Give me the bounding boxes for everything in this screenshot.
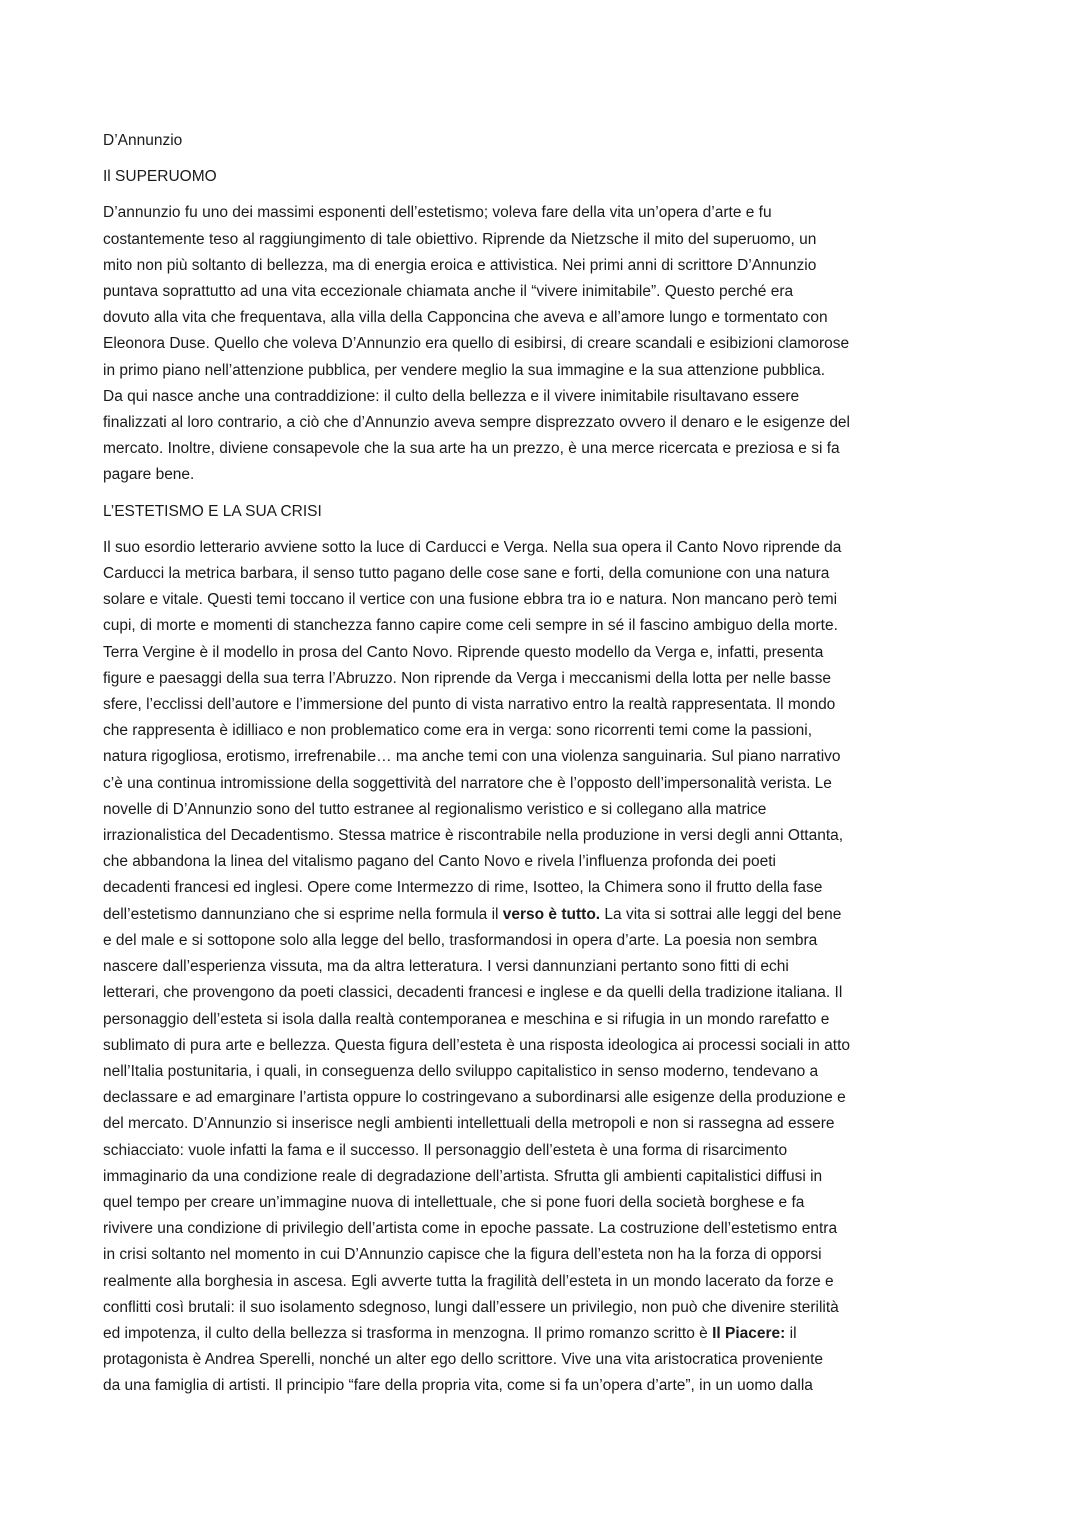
text-line: nell’Italia postunitaria, i quali, in conseguenza dello sviluppo capitalistico in senso moderno, tendevano a	[103, 1062, 819, 1080]
text-run: ed impotenza, il culto della bellezza si trasforma in menzogna. Il primo romanzo scritto è	[103, 1324, 713, 1342]
text-run: il	[785, 1324, 797, 1342]
text-line: sfere, l’ecclissi dell’autore e l’immersione del punto di vista narrativo entro la realtà rappresentata. Il mondo	[103, 696, 836, 714]
text-line-verso-e-tutto	[103, 902, 983, 928]
text-line-il-piacere	[103, 1321, 983, 1347]
text-line: decadenti francesi ed inglesi. Opere come Intermezzo di rime, Isotteo, la Chimera sono il frutto della fase	[103, 879, 823, 897]
text-run: La vita si sottrai alle leggi del bene	[600, 905, 842, 923]
text-line: c’è una continua intromissione della soggettività del narratore che è l’opposto dell’impersonalità verista. Le	[103, 774, 832, 792]
text-line: Eleonora Duse. Quello che voleva D’Annunzio era quello di esibirsi, di creare scandali e esibizioni clamorose	[103, 335, 850, 353]
text-line: dovuto alla vita che frequentava, alla villa della Capponcina che aveva e all’amore lungo e tormentato con	[103, 309, 828, 327]
text-run: dell’estetismo dannunziano che si esprime nella formula il	[103, 905, 503, 923]
text-line: mito non più soltanto di bellezza, ma di energia eroica e attivistica. Nei primi anni di scrittore D’Annunzio	[103, 256, 817, 274]
text-line: rivivere una condizione di privilegio dell’artista come in epoche passate. La costruzione dell’estetismo entra	[103, 1220, 838, 1238]
text-line: che abbandona la linea del vitalismo pagano del Canto Novo e rivela l’influenza profonda dei poeti	[103, 853, 776, 871]
bold-phrase-il-piacere: Il Piacere:	[712, 1324, 786, 1342]
text-line: finalizzati al loro contrario, a ciò che d’Annunzio aveva sempre disprezzato ovvero il denaro e le esigenze del	[103, 414, 850, 432]
text-line: irrazionalistica del Decadentismo. Stessa matrice è riscontrabile nella produzione in versi degli anni Ottanta,	[103, 827, 844, 845]
text-line: immaginario da una condizione reale di degradazione dell’artista. Sfrutta gli ambienti capitalistici diffusi in	[103, 1167, 823, 1185]
text-line: da una famiglia di artisti. Il principio “fare della propria vita, come si fa un’opera d’arte”, in un uomo dalla	[103, 1377, 813, 1395]
text-line: natura rigogliosa, erotismo, irrefrenabile… ma anche temi con una violenza sanguinaria. Sul piano narrativo	[103, 748, 841, 766]
paragraph-estetismo	[103, 535, 983, 1400]
section-heading-superuomo: Il SUPERUOMO	[103, 168, 217, 186]
text-line: in primo piano nell’attenzione pubblica, per vendere meglio la sua immagine e la sua attenzione pubblica.	[103, 361, 826, 379]
text-line: protagonista è Andrea Sperelli, nonché un alter ego dello scrittore. Vive una vita aristocratica proveniente	[103, 1351, 824, 1369]
text-line: declassare e ad emarginare l’artista oppure lo costringevano a subordinarsi alle esigenze della produzione e	[103, 1089, 846, 1107]
text-line: in crisi soltanto nel momento in cui D’Annunzio capisce che la figura dell’esteta non ha la forza di opporsi	[103, 1246, 822, 1264]
document-page	[103, 128, 983, 1410]
text-line: figure e paesaggi della sua terra l’Abruzzo. Non riprende da Verga i meccanismi della lotta per nelle basse	[103, 669, 832, 687]
text-line: Terra Vergine è il modello in prosa del Canto Novo. Riprende questo modello da Verga e, infatti, presenta	[103, 643, 824, 661]
text-line: sublimato di pura arte e bellezza. Questa figura dell’esteta è una risposta ideologica ai processi sociali in atto	[103, 1036, 851, 1054]
bold-phrase-verso-e-tutto: verso è tutto.	[502, 905, 601, 923]
text-line: del mercato. D’Annunzio si inserisce negli ambienti intellettuali della metropoli e non si rassegna ad essere	[103, 1115, 835, 1133]
text-line: novelle di D’Annunzio sono del tutto estranee al regionalismo veristico e si collegano alla matrice	[103, 800, 767, 818]
text-line: solare e vitale. Questi temi toccano il vertice con una fusione ebbra tra io e natura. Non mancano però temi	[103, 591, 838, 609]
text-line: Il suo esordio letterario avviene sotto la luce di Carducci e Verga. Nella sua opera il Canto Novo riprende da	[103, 538, 842, 556]
text-line: realmente alla borghesia in ascesa. Egli avverte tutta la fragilità dell’esteta in un mondo lacerato da forze e	[103, 1272, 834, 1290]
text-line: mercato. Inoltre, diviene consapevole che la sua arte ha un prezzo, è una merce ricercata e preziosa e si fa	[103, 440, 840, 458]
text-line: schiacciato: vuole infatti la fama e il successo. Il personaggio dell’esteta è una forma di risarcimento	[103, 1141, 788, 1159]
text-line: conflitti così brutali: il suo isolamento sdegnoso, lungi dall’essere un privilegio, non può che divenire sterilità	[103, 1298, 839, 1316]
text-line: pagare bene.	[103, 466, 195, 484]
section-heading-estetismo: L’ESTETISMO E LA SUA CRISI	[103, 502, 322, 520]
paragraph-superuomo	[103, 200, 983, 488]
text-line: D’annunzio fu uno dei massimi esponenti dell’estetismo; voleva fare della vita un’opera d’arte e fu	[103, 204, 772, 222]
text-line: letterari, che provengono da poeti classici, decadenti francesi e inglese e da quelli della tradizione italiana. Il	[103, 984, 843, 1002]
text-line: nascere dall’esperienza vissuta, ma da altra letteratura. I versi dannunziani pertanto sono fitti di echi	[103, 958, 789, 976]
text-line: che rappresenta è idilliaco e non problematico come era in verga: sono ricorrenti temi come la passioni,	[103, 722, 813, 740]
text-line: Carducci la metrica barbara, il senso tutto pagano delle cose sane e forti, della comunione con una natura	[103, 565, 830, 583]
text-line: quel tempo per creare un’immagine nuova di intellettuale, che si pone fuori della società borghese e fa	[103, 1193, 805, 1211]
text-line: Da qui nasce anche una contraddizione: il culto della bellezza e il vivere inimitabile risultavano essere	[103, 387, 800, 405]
text-line: e del male e si sottopone solo alla legge del bello, trasformandosi in opera d’arte. La poesia non sembra	[103, 931, 818, 949]
text-line: puntava soprattutto ad una vita eccezionale chiamata anche il “vivere inimitabile”. Questo perché era	[103, 283, 794, 301]
text-line: personaggio dell’esteta si isola dalla realtà contemporanea e meschina e si rifugia in un mondo rarefatto e	[103, 1010, 830, 1028]
text-line: costantemente teso al raggiungimento di tale obiettivo. Riprende da Nietzsche il mito del superuomo, un	[103, 230, 817, 248]
document-title: D’Annunzio	[103, 132, 183, 149]
text-line: cupi, di morte e momenti di stanchezza fanno capire come celi sempre in sé il fascino ambiguo della morte.	[103, 617, 838, 635]
